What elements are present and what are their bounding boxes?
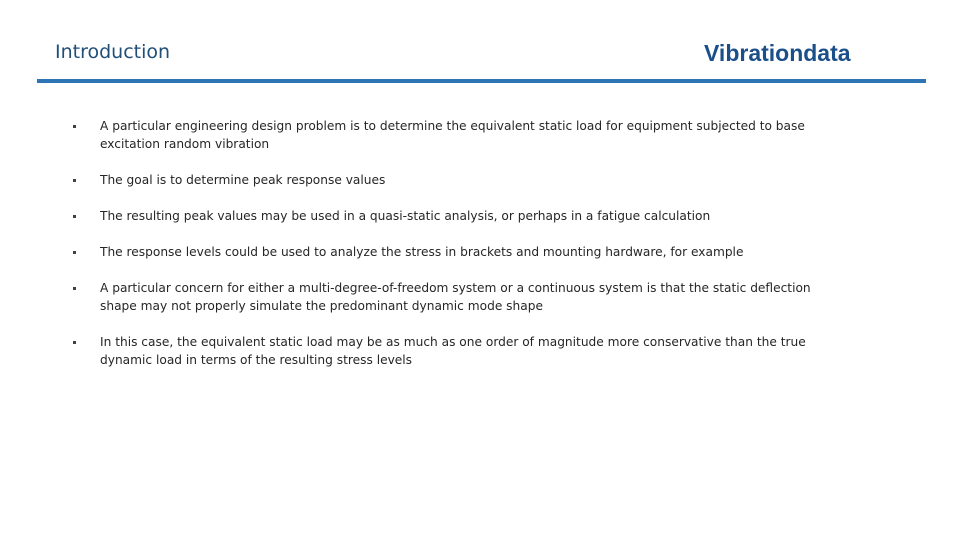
bullet-text: A particular concern for either a multi-degree-of-freedom system or a continuous system is that the static deflection shape may not properly simulate the predominant dynamic mode shape — [100, 281, 811, 313]
bullet-icon — [73, 125, 76, 128]
bullet-text: The resulting peak values may be used in a quasi-static analysis, or perhaps in a fatigue calculation — [100, 209, 711, 223]
bullet-text: In this case, the equivalent static load may be as much as one order of magnitude more conservative than the true dynamic load in terms of the resulting stress levels — [100, 335, 806, 367]
bullet-text: The goal is to determine peak response values — [100, 173, 386, 187]
bullet-icon — [73, 179, 76, 182]
bullet-icon — [73, 287, 76, 290]
bullet-icon — [73, 341, 76, 344]
bullet-text: A particular engineering design problem is to determine the equivalent static load for equipment subjected to base excitation random vibration — [100, 119, 805, 151]
brand-logo-text: Vibrationdata — [704, 40, 851, 66]
bullet-icon — [73, 215, 76, 218]
slide-title: Introduction — [55, 41, 171, 63]
bullet-text: The response levels could be used to analyze the stress in brackets and mounting hardware, for example — [100, 245, 744, 259]
bullet-icon — [73, 251, 76, 254]
